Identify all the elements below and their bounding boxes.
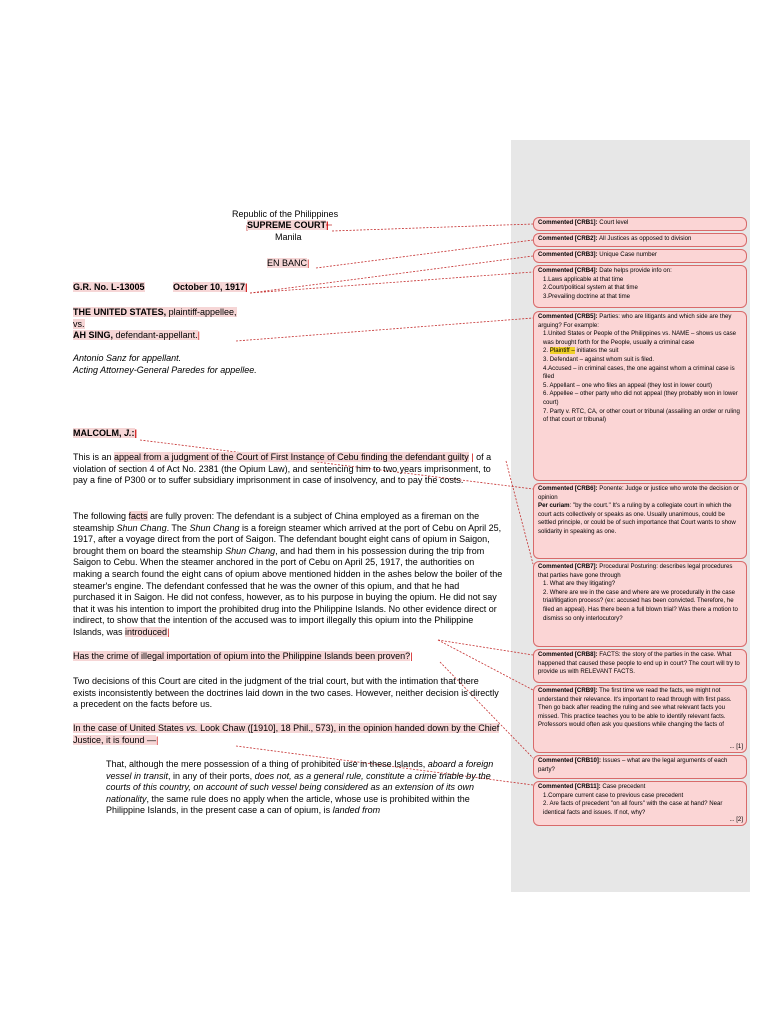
issue-highlight: Has the crime of illegal importation of opium into the Philippine Islands been proven? xyxy=(73,651,411,661)
decision-date: October 10, 1917| xyxy=(173,282,248,292)
court-name: SUPREME COURT| xyxy=(247,220,329,230)
en-banc-text: EN BANC xyxy=(267,258,308,268)
comment-crb6[interactable]: Commented [CRB6]: Ponente: Judge or justice who wrote the decision or opinion Per curiam: "by the court." It's a ruling by a collegiate court in which the court acts collectively or speaks as one. Usually unanimous, could be settled principle, or could be of such importance that Court wants to show solidarity in speaking as one. xyxy=(533,483,747,559)
introduced-highlight: introduced xyxy=(125,626,168,637)
facts-highlight: facts xyxy=(128,511,148,521)
paragraph-appeal: This is an appeal from a judgment of the Court of First Instance of Cebu finding the defendant guilty | of a violation of section 4 of Act No. 2381 (the Opium Law), and sentencing him to two years imprisonment, to pay a fine of P300 or to suffer subsidiary imprisonment in case of insolvency, and to pay the costs. xyxy=(73,452,492,486)
city-line: Manila xyxy=(275,232,302,242)
ponente-line: MALCOLM, J.:| xyxy=(73,428,138,438)
paragraph-facts: The following facts are fully proven: The defendant is a subject of China employed as a fireman on the steamship Shun Chang. The Shun Chang is a foreign steamer which arrived at the port of Cebu on April 25, 1917, after a voyage direct from the port of Saigon. The defendant bought eight cans of opium in Saigon, brought them on board the steamship Shun Chang, and had them in his possession during the trip from Saigon to Cebu. When the steamer anchored in the port of Cebu on April 25, 1917, the authorities on making a search found the eight cans of opium above mentioned hidden in the ashes below the boiler of the steamer's engine. The defendant confessed that he was the owner of this opium, and that he had purchased it in Saigon. He did not confess, however, as to his purpose in buying the opium. He did not say that it was his intention to import the prohibited drug into the Philippine Islands. No other evidence direct or indirect, to show that the intention of the accused was to import illegally this opium into the Philippine Islands, was introduced| xyxy=(73,511,503,637)
counsel-appellant: Antonio Sanz for appellant. xyxy=(73,353,182,363)
paragraph-decisions: Two decisions of this Court are cited in the judgment of the trial court, but with the intimation that there exists inconsistently between the doctrines laid down in the two cases. However, neither decision is directly a precedent on the facts before us. xyxy=(73,676,499,710)
comment-crb10[interactable]: Commented [CRB10]: Issues – what are the legal arguments of each party? xyxy=(533,755,747,779)
appeal-highlight: appeal from a judgment of the Court of First Instance of Cebu finding the defendant guilty xyxy=(114,452,469,462)
court-name-text: SUPREME COURT xyxy=(247,220,327,230)
comment-crb2[interactable]: Commented [CRB2]: All Justices as opposed to division xyxy=(533,233,747,247)
case-number-line xyxy=(73,282,145,294)
plaintiff-line: THE UNITED STATES, plaintiff-appellee, xyxy=(73,307,237,317)
vs-line: vs. xyxy=(73,319,85,329)
gr-number: G.R. No. L-13005 xyxy=(73,282,145,292)
comment-crb11[interactable]: Commented [CRB11]: Case precedent 1.Compare current case to previous case precedent 2. Are facts of precedent "on all fours" with the case at hand? Near identical facts and issues. If not, why? ... [2] xyxy=(533,781,747,826)
comment-more-link-1[interactable]: ... [1] xyxy=(729,743,743,751)
comment-crb8[interactable]: Commented [CRB8]: FACTS: the story of the parties in the case. What happened that caused these people to end up in court? The court will try to provide us with RELEVANT FACTS. xyxy=(533,649,747,683)
en-banc-line: EN BANC| xyxy=(267,258,310,268)
defendant-line: AH SING, defendant-appellant.| xyxy=(73,330,200,340)
comment-more-link-2[interactable]: ... [2] xyxy=(729,816,743,824)
comment-crb3[interactable]: Commented [CRB3]: Unique Case number xyxy=(533,249,747,263)
comment-crb9[interactable]: Commented [CRB9]: The first time we read the facts, we might not understand their relevance. It's important to read through with first pass. Then go back after reading the ruling and see what relevant facts you missed. This practice teaches you to be able to identify relevant facts. Professors would often ask you questions while changing the facts of ... [1] xyxy=(533,685,747,753)
counsel-appellee: Acting Attorney-General Paredes for appellee. xyxy=(73,365,257,375)
block-quote: That, although the mere possession of a thing of prohibited use in these Islands, aboard a foreign vessel in transit, in any of their ports, does not, as a general rule, constitute a crime triable by the courts of this country, on account of such vessel being considered as an extension of its own nationality, the same rule does no apply when the article, whose use is prohibited within the Philippine Islands, in the present case a can of opium, is landed from xyxy=(106,759,494,816)
paragraph-precedent: In the case of United States vs. Look Chaw ([1910], 18 Phil., 573), in the opinion handed down by the Chief Justice, it is found —| xyxy=(73,723,500,745)
comment-crb5[interactable]: Commented [CRB5]: Parties: who are litigants and which side are they arguing? For example: 1.United States or People of the Philippines vs. NAME – shows us case was brought forth for the People, usually a criminal case 2. Plaintiff – initiates the suit 3. Defendant – against whom suit is filed. 4.Accused – in criminal cases, the one against whom a criminal case is filed 5. Appellant – one who files an appeal (they lost in lower court) 6. Appellee – other party who did not appeal (they probably won in lower court) 7. Party v. RTC, CA, or other court or tribunal (assailing an order or ruling of that court or tribunal) xyxy=(533,311,747,481)
issue-line: Has the crime of illegal importation of opium into the Philippine Islands been proven?| xyxy=(73,651,413,661)
comment-crb1[interactable]: Commented [CRB1]: Court level xyxy=(533,217,747,231)
republic-line: Republic of the Philippines xyxy=(232,209,339,219)
comment-crb7[interactable]: Commented [CRB7]: Procedural Posturing: describes legal procedures that parties have gone through 1. What are they litigating? 2. Where are we in the case and where are we procedurally in the case trial/litigation process? (ex: accused has been convicted. Therefore, he filed an appeal). Has there been a full blown trial? Was there a motion to dismiss so only interlocutory? xyxy=(533,561,747,647)
comment-crb4[interactable]: Commented [CRB4]: Date helps provide info on: 1.Laws applicable at that time 2.Court/political system at that time 3.Prevailing doctrine at that time xyxy=(533,265,747,308)
